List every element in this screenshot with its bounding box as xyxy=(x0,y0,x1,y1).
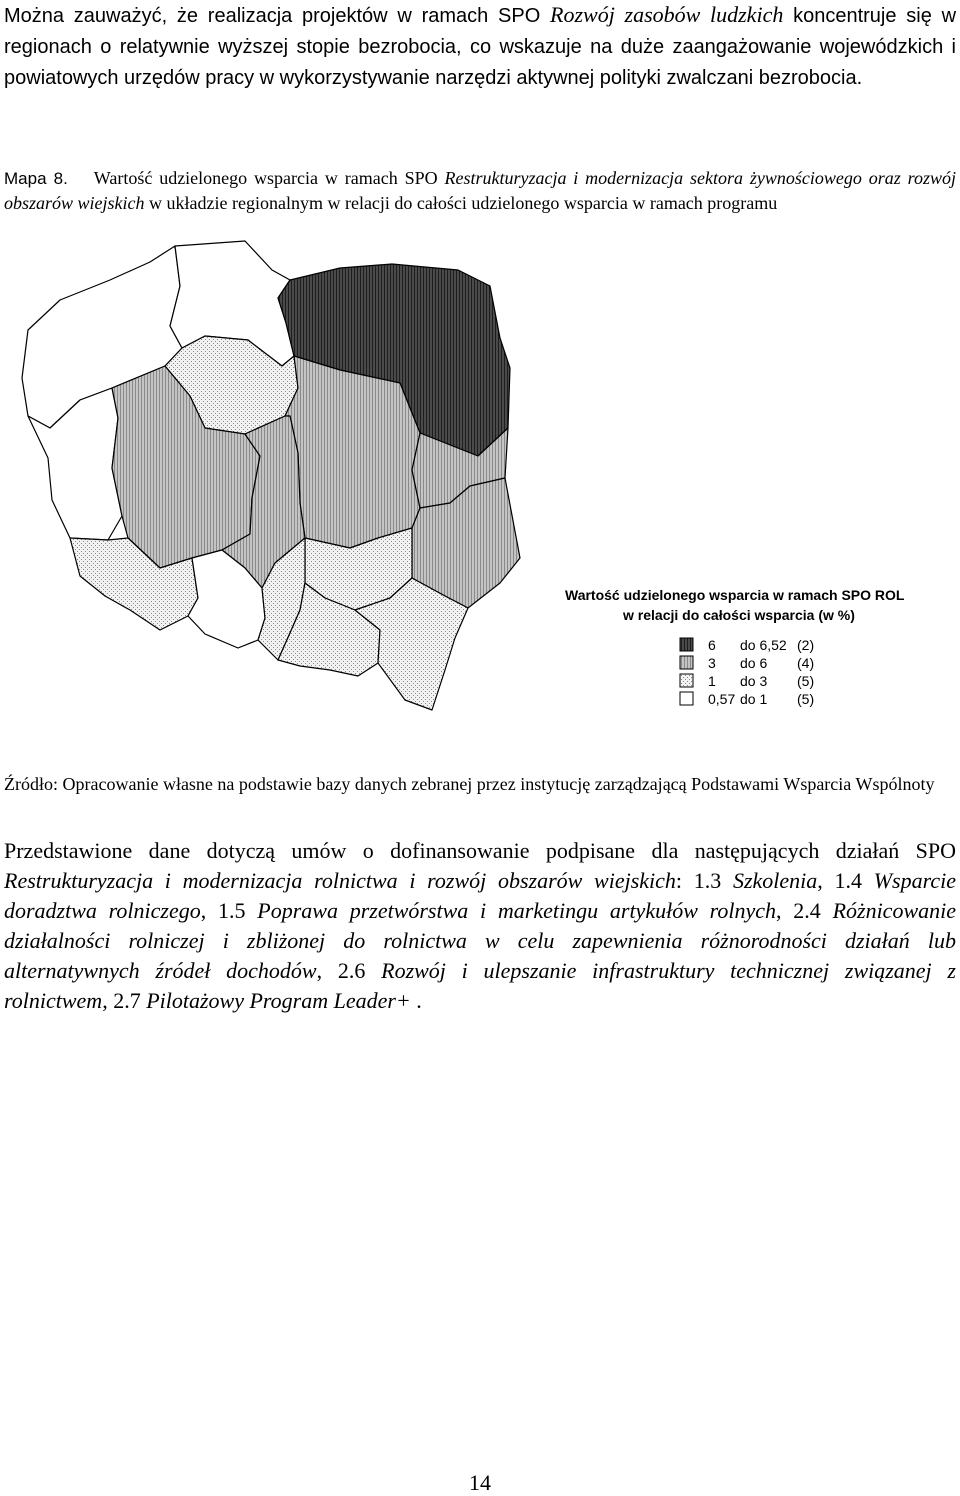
outro-paragraph: Przedstawione dane dotyczą umów o dofinansowanie podpisane dla następujących działań SPO Restrukturyzacja i modernizacja rolnictwa i rozwój obszarów wiejskich: 1.3 Szkolenia, 1.4 Wsparcie doradztwa rolniczego, 1.5 Poprawa przetwórstwa i marketingu artykułów rolnych, 2.4 Różnicowanie działalności rolniczej i zbliżonej do rolnictwa w celu zapewnienia różnorodności działań lub alternatywnych źródeł dochodów, 2.6 Rozwój i ulepszanie infrastruktury technicznej związanej z rolnictwem, 2.7 Pilotażowy Program Leader+ . xyxy=(4,838,956,1013)
legend-title-line1: Wartość udzielonego wsparcia w ramach SPO ROL xyxy=(565,587,905,603)
legend-swatch-light xyxy=(680,674,693,687)
svg-text:(5): (5) xyxy=(797,691,815,707)
svg-text:1: 1 xyxy=(708,673,716,689)
svg-text:6: 6 xyxy=(708,637,716,653)
region-mazowieckie xyxy=(285,356,420,548)
poland-regions-map xyxy=(0,238,960,728)
page-number: 14 xyxy=(469,1470,491,1495)
intro-paragraph: Można zauważyć, że realizacja projektów w ramach SPO Rozwój zasobów ludzkich koncentruje się w regionach o relatywnie wyższej stopie bezrobocia, co wskazuje na duże zaangażowanie wojewódzkich i powiatowych urzędów pracy w wykorzystywanie narzędzi aktywnej polityki zwalczani bezrobocia. xyxy=(4,2,957,89)
svg-text:(4): (4) xyxy=(797,655,815,671)
legend-title-line2: w relacji do całości wsparcia (w %) xyxy=(623,607,855,623)
svg-text:do 6: do 6 xyxy=(740,655,768,671)
legend-swatch-dark xyxy=(680,638,693,651)
svg-text:3: 3 xyxy=(708,655,716,671)
source-note: Źródło: Opracowanie własne na podstawie bazy danych zebranej przez instytucję zarządzającą Podstawami Wsparcia Wspólnoty xyxy=(4,774,935,794)
map-caption-label: Mapa 8. xyxy=(4,169,68,188)
legend-swatch-white xyxy=(680,692,693,705)
svg-text:do 1: do 1 xyxy=(740,691,768,707)
svg-text:do 6,52: do 6,52 xyxy=(740,637,787,653)
legend-swatch-medium xyxy=(680,656,693,669)
map-caption: Mapa 8. Wartość udzielonego wsparcia w ramach SPO Restrukturyzacja i modernizacja sektora żywnościowego oraz rozwój obszarów wiejskich w układzie regionalnym w relacji do całości udzielonego wsparcia w ramach programu xyxy=(4,168,956,213)
svg-text:0,57: 0,57 xyxy=(708,691,736,707)
svg-text:(2): (2) xyxy=(797,637,815,653)
svg-text:do 3: do 3 xyxy=(740,673,768,689)
map-legend xyxy=(565,587,905,707)
svg-text:(5): (5) xyxy=(797,673,815,689)
